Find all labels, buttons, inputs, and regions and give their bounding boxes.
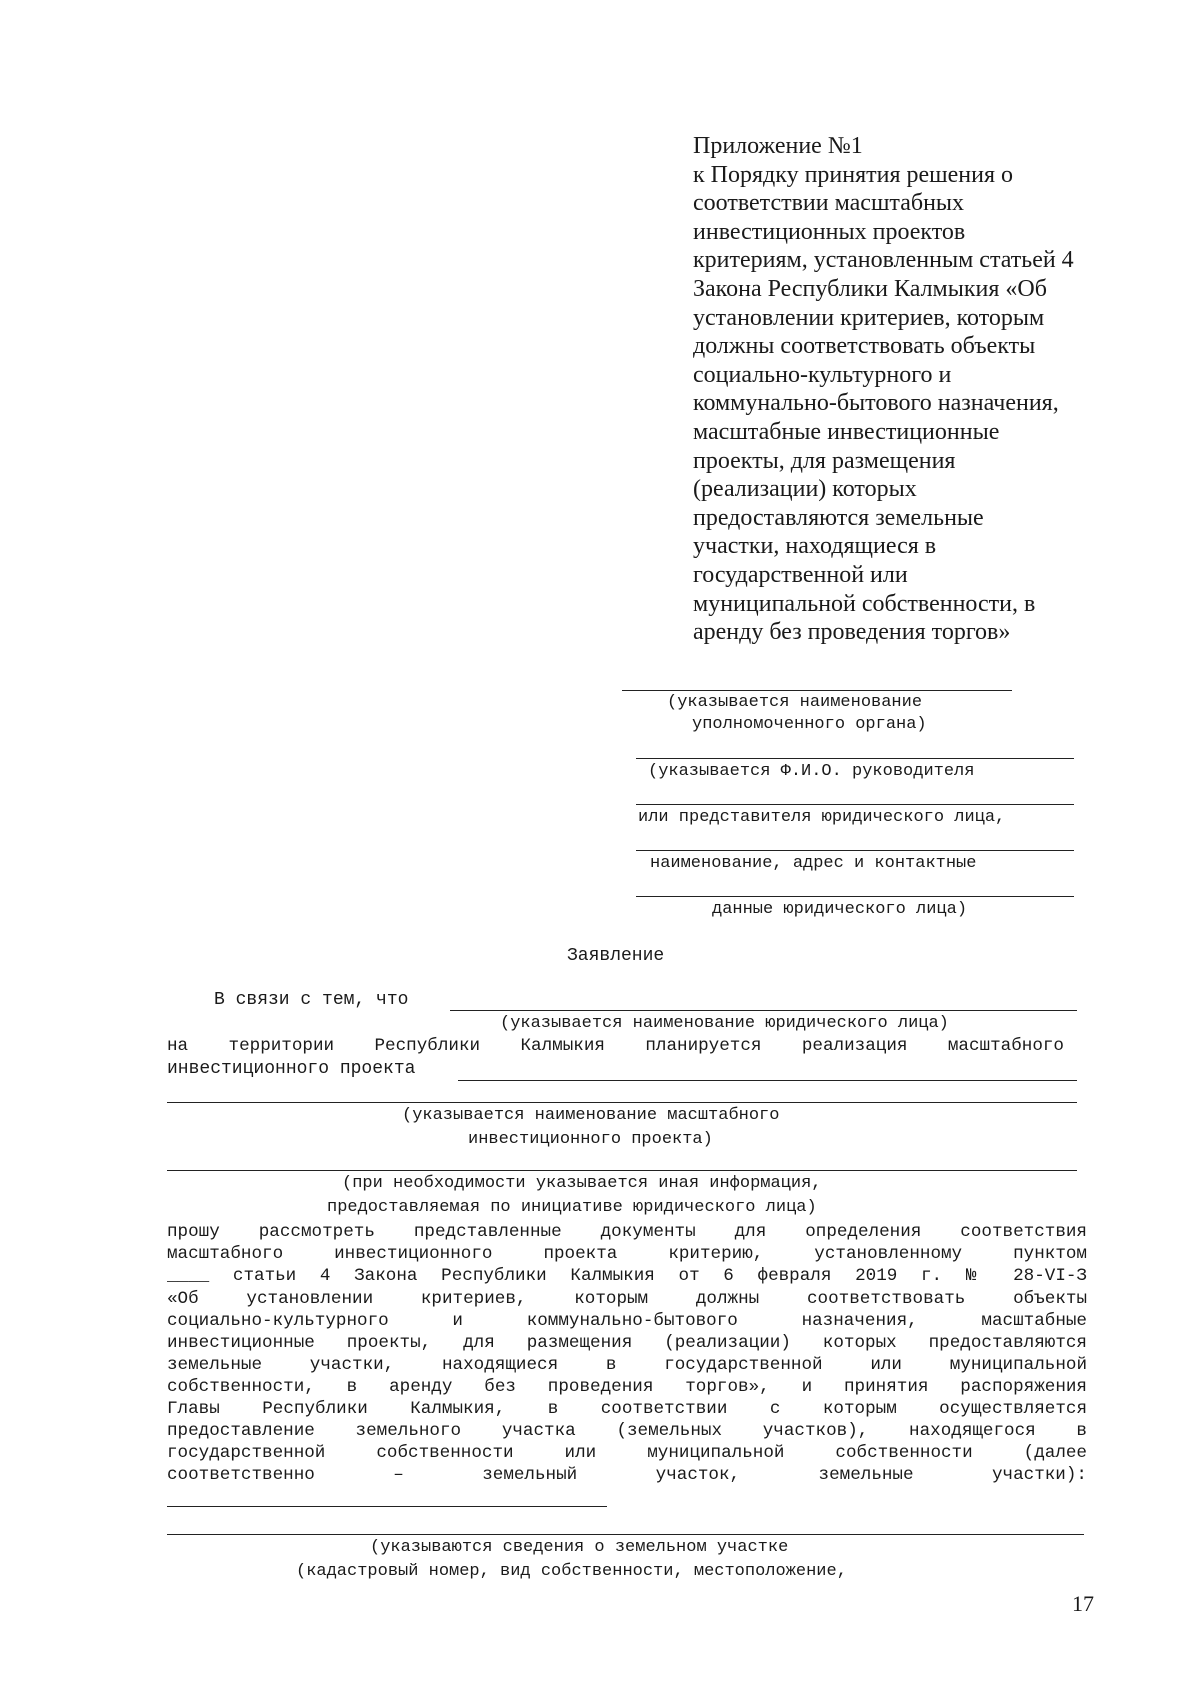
body-line: предоставление земельного участка (земельных участков), находящегося в <box>167 1421 1087 1441</box>
body-line: социально-культурного и коммунально-бытового назначения, масштабные <box>167 1311 1087 1331</box>
project-name-blank-1 <box>458 1080 1077 1081</box>
territory-line: на территории Республики Калмыкия планируется реализация масштабного <box>167 1036 1064 1056</box>
project-name-blank-2 <box>167 1102 1077 1103</box>
appendix-line: установлении критериев, которым <box>693 304 1045 331</box>
appendix-line: социально-культурного и <box>693 361 952 388</box>
appendix-line: (реализации) которых <box>693 476 917 503</box>
appendix-line: должны соответствовать объекты <box>693 333 1036 360</box>
body-line: государственной собственности или муниципальной собственности (далее <box>167 1443 1087 1463</box>
head-hint-4: данные юридического лица) <box>712 900 968 919</box>
organ-name-blank <box>622 690 1012 691</box>
appendix-line: Закона Республики Калмыкия «Об <box>693 275 1047 302</box>
entity-name-blank <box>450 1010 1077 1011</box>
appendix-line: критериям, установленным статьей 4 <box>693 247 1074 274</box>
head-blank-4 <box>636 896 1074 897</box>
body-line: собственности, в аренду без проведения торгов», и принятия распоряжения <box>167 1377 1087 1397</box>
appendix-line: масштабные инвестиционные <box>693 418 1000 445</box>
appendix-line: Приложение №1 <box>693 133 863 159</box>
head-blank-2 <box>636 804 1074 805</box>
land-info-blank-1 <box>167 1506 607 1507</box>
land-hint-1: (указываются сведения о земельном участке <box>370 1538 789 1557</box>
project-label: инвестиционного проекта <box>167 1059 416 1079</box>
appendix-line: соответствии масштабных <box>693 190 965 217</box>
body-line: Главы Республики Калмыкия, в соответствии с которым осуществляется <box>167 1399 1087 1419</box>
appendix-line: муниципальной собственности, в <box>693 590 1036 617</box>
other-hint-1: (при необходимости указывается иная информация, <box>342 1174 822 1193</box>
appendix-line: коммунально-бытового назначения, <box>693 390 1059 417</box>
appendix-line: государственной или <box>693 561 908 588</box>
other-hint-2: предоставляемая по инициативе юридического лица) <box>327 1198 817 1217</box>
body-line: соответственно – земельный участок, земельные участки): <box>167 1465 1087 1485</box>
head-hint-2: или представителя юридического лица, <box>638 808 1006 827</box>
organ-hint-2: уполномоченного органа) <box>692 715 927 734</box>
body-line: прошу рассмотреть представленные документы для определения соответствия <box>167 1222 1087 1242</box>
project-hint-2: инвестиционного проекта) <box>468 1130 713 1149</box>
body-line: инвестиционные проекты, для размещения (реализации) которых предоставляются <box>167 1333 1087 1353</box>
organ-hint-1: (указывается наименование <box>667 693 923 712</box>
appendix-line: участки, находящиеся в <box>693 533 937 560</box>
body-line: масштабного инвестиционного проекта критерию, установленному пунктом <box>167 1244 1087 1264</box>
head-blank-1 <box>636 758 1074 759</box>
appendix-line: проекты, для размещения <box>693 447 956 474</box>
page-number: 17 <box>1072 1591 1094 1616</box>
statement-intro: В связи с тем, что <box>214 990 409 1010</box>
appendix-line: предоставляются земельные <box>693 504 984 531</box>
appendix-line: аренду без проведения торгов» <box>693 619 1011 646</box>
land-info-blank-2 <box>167 1534 1084 1535</box>
head-hint-3: наименование, адрес и контактные <box>650 854 977 873</box>
appendix-line: инвестиционных проектов <box>693 218 966 245</box>
other-info-blank <box>167 1170 1077 1171</box>
body-line: «Об установлении критериев, которым должны соответствовать объекты <box>167 1289 1087 1309</box>
appendix-line: к Порядку принятия решения о <box>693 161 1014 188</box>
body-line: ____ статьи 4 Закона Республики Калмыкия от 6 февраля 2019 г. № 28-VI-З <box>167 1266 1087 1286</box>
head-hint-1: (указывается Ф.И.О. руководителя <box>648 762 975 781</box>
appendix-header <box>693 132 1113 647</box>
project-hint-1: (указывается наименование масштабного <box>402 1106 780 1125</box>
entity-hint: (указывается наименование юридического лица) <box>500 1014 949 1033</box>
body-line: земельные участки, находящиеся в государственной или муниципальной <box>167 1355 1087 1375</box>
land-hint-2: (кадастровый номер, вид собственности, местоположение, <box>296 1562 847 1581</box>
statement-title: Заявление <box>567 946 665 966</box>
head-blank-3 <box>636 850 1074 851</box>
